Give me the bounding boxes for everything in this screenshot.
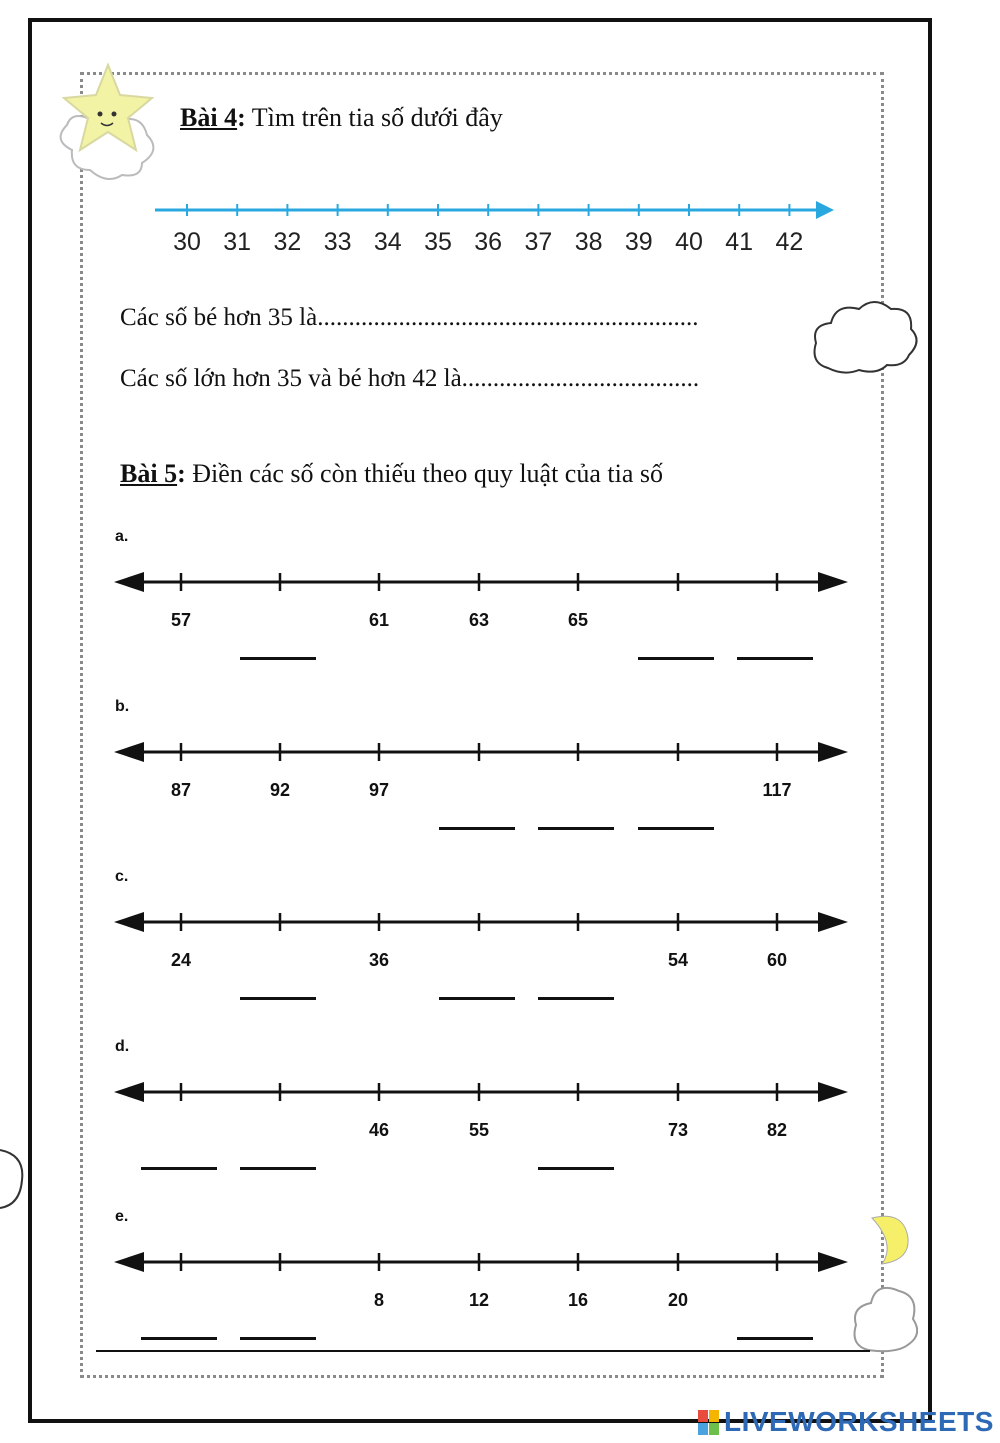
line-letter: c. xyxy=(115,868,129,885)
answer-blank[interactable] xyxy=(737,657,813,660)
answer-blank[interactable] xyxy=(538,827,614,830)
number-label: 60 xyxy=(766,950,788,970)
line-letter: a. xyxy=(115,528,129,545)
right-arrow-icon xyxy=(818,742,848,762)
number-label: 24 xyxy=(170,950,192,970)
answer-blank[interactable] xyxy=(538,997,614,1000)
moon-icon xyxy=(862,1210,912,1265)
answer-blank[interactable] xyxy=(538,1167,614,1170)
blue-number-label: 38 xyxy=(574,228,603,256)
answer-blank[interactable] xyxy=(439,997,515,1000)
bai5-colon: : xyxy=(177,459,186,488)
blue-number-label: 36 xyxy=(474,228,503,256)
number-label: 54 xyxy=(667,950,689,970)
left-arrow-icon xyxy=(114,1082,144,1102)
answer-blank[interactable] xyxy=(141,1167,217,1170)
bai4-question-1: Các số bé hơn 35 là............................................................. xyxy=(120,304,699,331)
blue-number-label: 35 xyxy=(424,228,452,256)
number-label: 65 xyxy=(567,610,589,630)
bai4-colon: : xyxy=(237,103,246,132)
number-label: 16 xyxy=(567,1290,589,1310)
dotted-border xyxy=(80,72,884,1378)
right-arrow-icon xyxy=(818,1252,848,1272)
blue-number-label: 30 xyxy=(173,228,201,256)
number-label: 97 xyxy=(368,780,390,800)
brand-name: LIVEWORKSHEETS xyxy=(724,1406,994,1437)
answer-blank[interactable] xyxy=(638,657,714,660)
blue-number-label: 41 xyxy=(725,228,754,256)
cloud-icon-bottom xyxy=(848,1280,918,1360)
right-arrow-icon xyxy=(818,572,848,592)
right-arrow-icon xyxy=(818,912,848,932)
blue-number-label: 39 xyxy=(624,228,653,256)
number-label: 12 xyxy=(468,1290,490,1310)
right-arrow-icon xyxy=(818,1082,848,1102)
line-letter: e. xyxy=(115,1208,129,1225)
footer-divider xyxy=(96,1350,870,1352)
answer-blank[interactable] xyxy=(439,827,515,830)
bai4-label: Bài 4 xyxy=(180,103,238,132)
line-letter: d. xyxy=(115,1038,130,1055)
blue-number-label: 42 xyxy=(775,228,804,256)
number-line xyxy=(112,567,852,597)
number-label: 20 xyxy=(667,1290,689,1310)
number-line xyxy=(112,907,852,937)
answer-blank[interactable] xyxy=(240,1337,316,1340)
bai4-title xyxy=(180,103,503,133)
number-label: 63 xyxy=(468,610,490,630)
answer-blank[interactable] xyxy=(240,657,316,660)
blue-number-line xyxy=(150,196,840,226)
number-label: 8 xyxy=(373,1290,384,1310)
number-label: 82 xyxy=(766,1120,788,1140)
bai5-title xyxy=(120,459,663,489)
left-arrow-icon xyxy=(114,1252,144,1272)
number-label: 87 xyxy=(170,780,192,800)
blue-number-label: 37 xyxy=(524,228,553,256)
answer-blank[interactable] xyxy=(240,1167,316,1170)
number-label: 46 xyxy=(368,1120,390,1140)
liveworksheets-logo-icon xyxy=(698,1410,720,1436)
cloud-icon xyxy=(808,298,918,378)
number-label: 117 xyxy=(762,780,792,800)
star-icon xyxy=(50,60,170,210)
answer-blank[interactable] xyxy=(240,997,316,1000)
number-line xyxy=(112,1247,852,1277)
number-label: 92 xyxy=(269,780,291,800)
number-label: 36 xyxy=(368,950,390,970)
left-arrow-icon xyxy=(114,912,144,932)
answer-blank[interactable] xyxy=(141,1337,217,1340)
cloud-edge-icon xyxy=(0,1140,30,1220)
blue-number-label: 40 xyxy=(675,228,703,256)
number-label: 61 xyxy=(368,610,390,630)
left-arrow-icon xyxy=(114,572,144,592)
bai4-question-2: Các số lớn hơn 35 và bé hơn 42 là...................................... xyxy=(120,365,700,392)
blue-number-label: 33 xyxy=(323,228,352,256)
bai4-text: Tìm trên tia số dưới đây xyxy=(245,103,503,132)
line-letter: b. xyxy=(115,698,130,715)
number-line xyxy=(112,1077,852,1107)
number-label: 55 xyxy=(468,1120,490,1140)
answer-blank[interactable] xyxy=(638,827,714,830)
blue-number-label: 34 xyxy=(373,228,402,256)
number-label: 73 xyxy=(667,1120,689,1140)
number-line xyxy=(112,737,852,767)
bai5-label: Bài 5 xyxy=(120,459,178,488)
number-label: 57 xyxy=(170,610,192,630)
answer-blank[interactable] xyxy=(737,1337,813,1340)
blue-number-label: 31 xyxy=(223,228,252,256)
blue-number-label: 32 xyxy=(273,228,302,256)
bai5-text: Điền các số còn thiếu theo quy luật của tia số xyxy=(185,459,663,488)
left-arrow-icon xyxy=(114,742,144,762)
